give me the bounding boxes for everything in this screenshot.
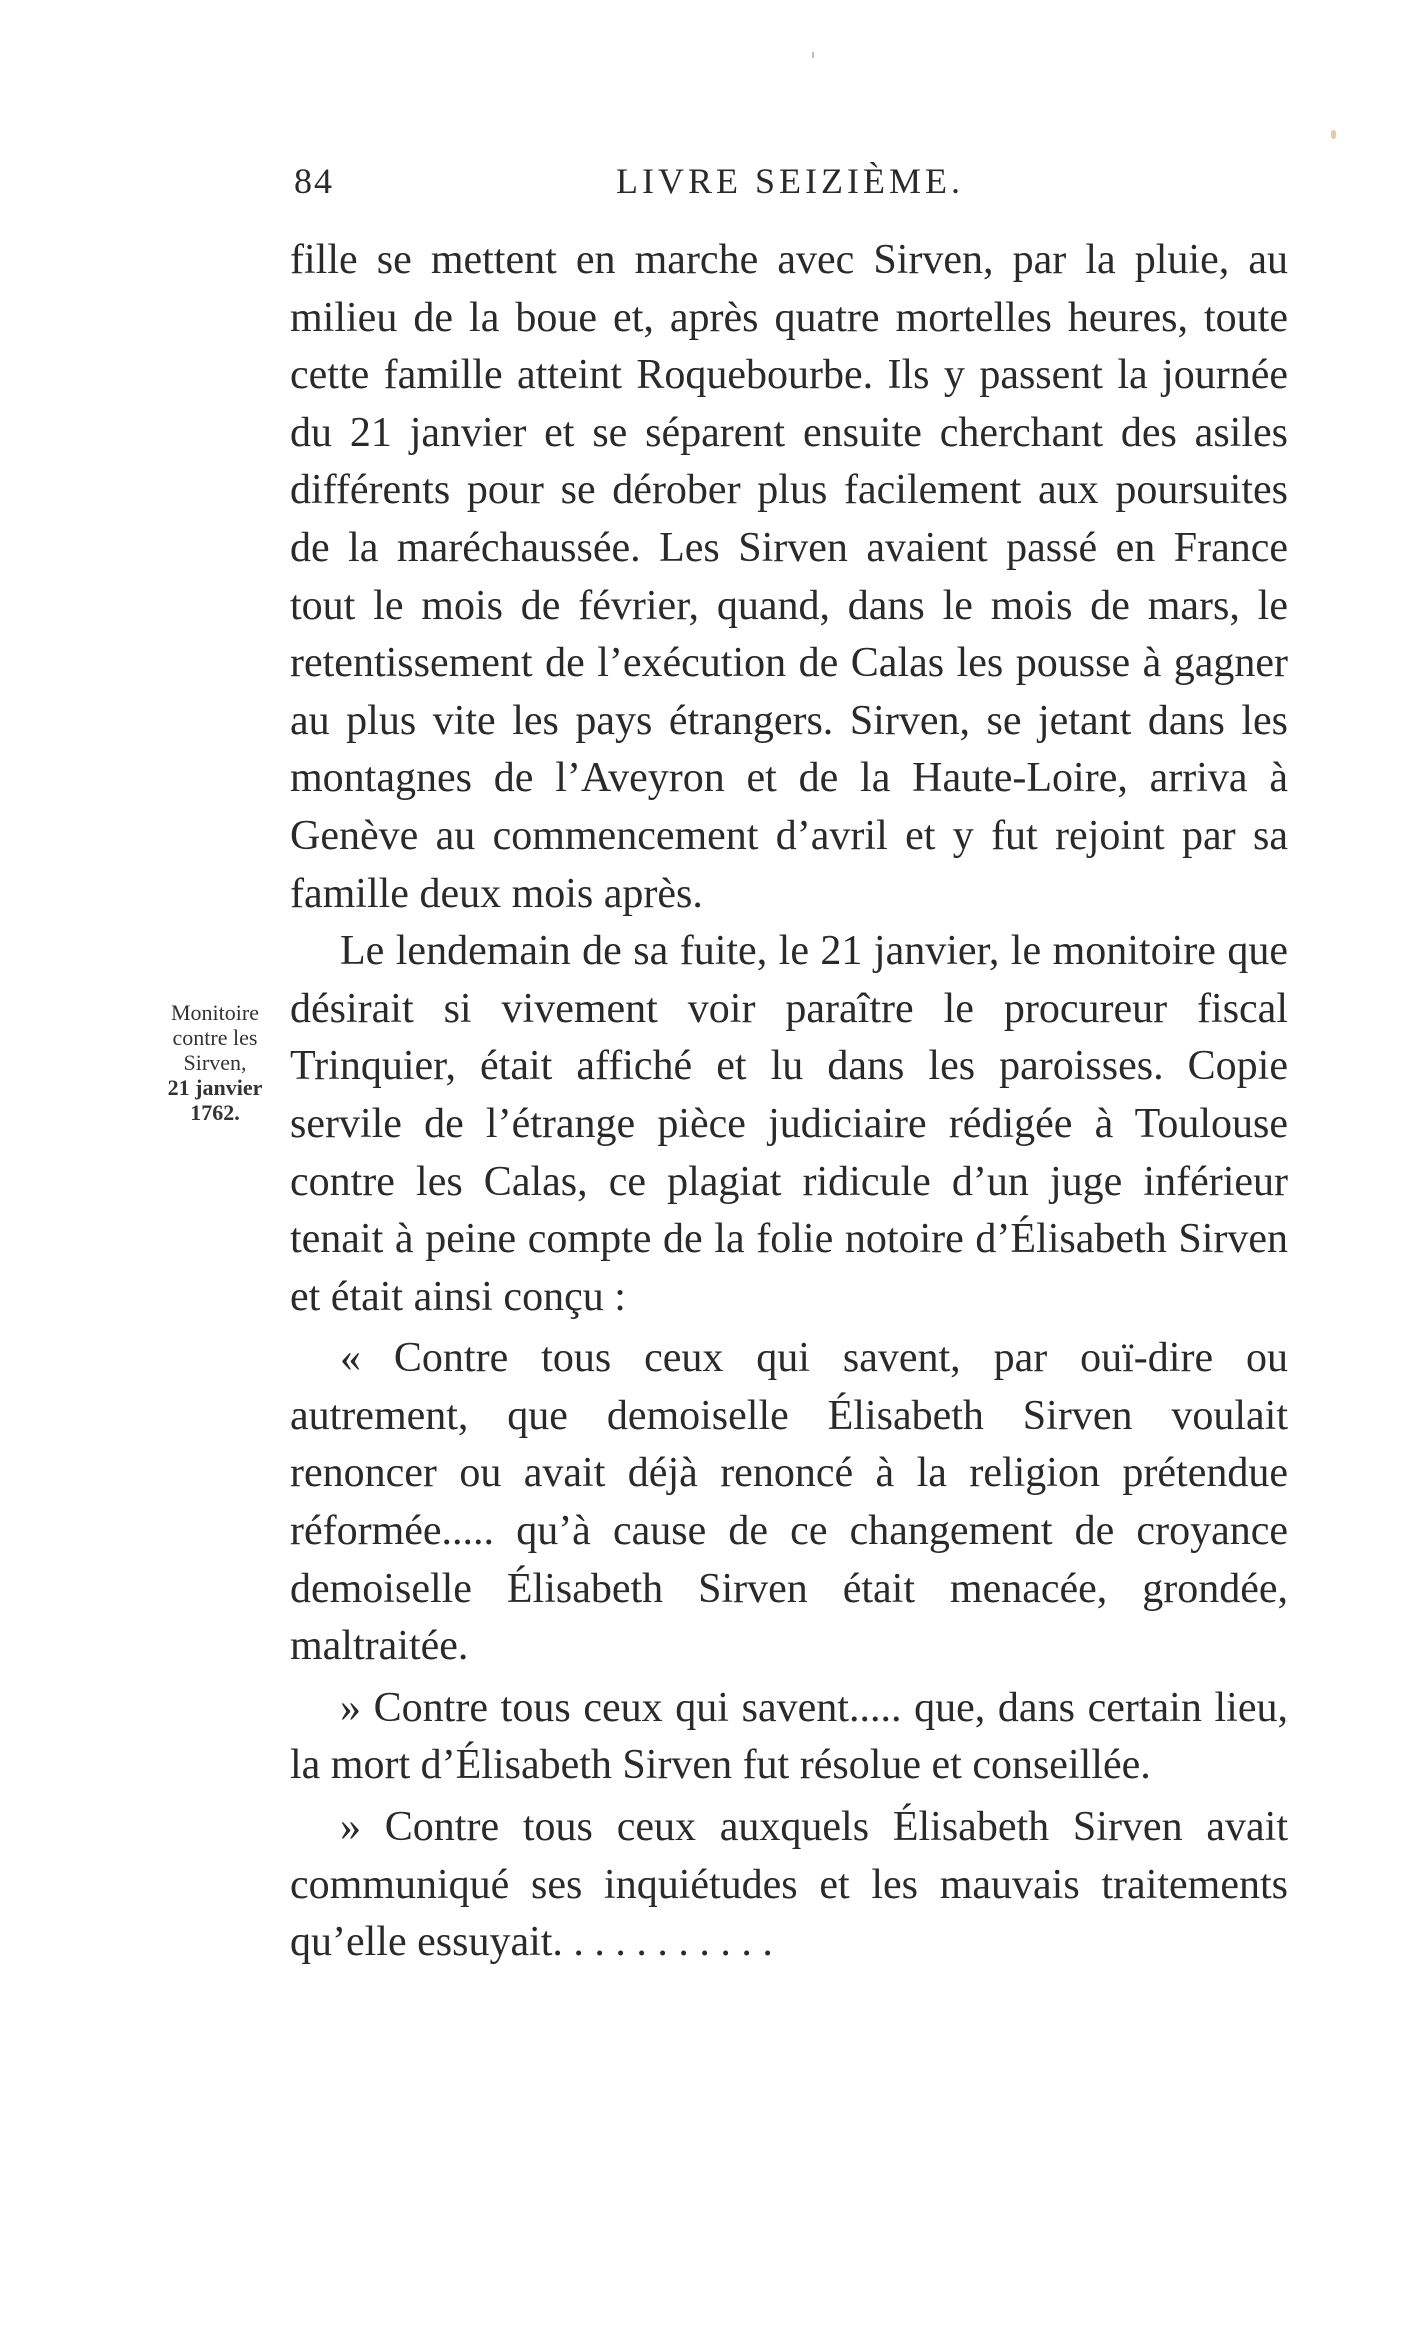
running-head bbox=[290, 160, 1290, 210]
margin-note bbox=[150, 1000, 280, 1125]
paragraph: » Contre tous ceux qui savent..... que, dans certain lieu, la mort d’Élisabeth Sirven fut résolue et conseillée. bbox=[290, 1684, 1288, 1789]
paragraph: fille se mettent en marche avec Sirven, par la pluie, au milieu de la boue et, après quatre mortelles heures, toute cette famille atteint Roquebourbe. Ils y passent la journée du 21 janvier et se séparent ensuite cherchant des asiles différents pour se dérober plus facilement aux poursuites de la maréchaussée. Les Sirven avaient passé en France tout le mois de février, quand, dans le mois de mars, le retentissement de l’exécution de Calas les pousse à gagner au plus vite les pays étrangers. Sirven, se jetant dans les montagnes de l’Aveyron et de la Haute-Loire, arriva à Genève au commencement d’avril et y fut rejoint par sa famille deux mois après. bbox=[290, 237, 1288, 917]
body-text bbox=[290, 232, 1288, 1972]
page-number: 84 bbox=[294, 161, 334, 201]
paper-stain bbox=[1331, 130, 1336, 139]
margin-note-line: 21 janvier bbox=[167, 1075, 263, 1100]
paragraph: Le lendemain de sa fuite, le 21 janvier, le monitoire que désirait si vivement voir paraître le procureur fiscal Trinquier, était affiché et lu dans les paroisses. Copie servile de l’étrange pièce judiciaire rédigée à Toulouse contre les Calas, ce plagiat ridicule d’un juge inférieur tenait à peine compte de la folie notoire d’Élisabeth Sirven et était ainsi conçu : bbox=[290, 928, 1288, 1320]
margin-note-line: Monitoire bbox=[171, 1000, 259, 1025]
paragraph: « Contre tous ceux qui savent, par ouï-dire ou autrement, que demoiselle Élisabeth Sirven voulait renoncer ou avait déjà renoncé à la religion prétendue réformée..... qu’à cause de ce changement de croyance demoiselle Élisabeth Sirven était menacée, grondée, maltraitée. bbox=[290, 1335, 1288, 1670]
margin-note-line: 1762. bbox=[190, 1100, 240, 1125]
paragraph: » Contre tous ceux auxquels Élisabeth Sirven avait communiqué ses inquiétudes et les mauvais traitements qu’elle essuyait. . . . . . . . . . . bbox=[290, 1804, 1288, 1966]
margin-note-line: Sirven, bbox=[183, 1050, 247, 1075]
running-head-title: LIVRE SEIZIÈME. bbox=[616, 161, 964, 201]
page-mark bbox=[812, 52, 814, 58]
margin-note-line: contre les bbox=[172, 1025, 258, 1050]
